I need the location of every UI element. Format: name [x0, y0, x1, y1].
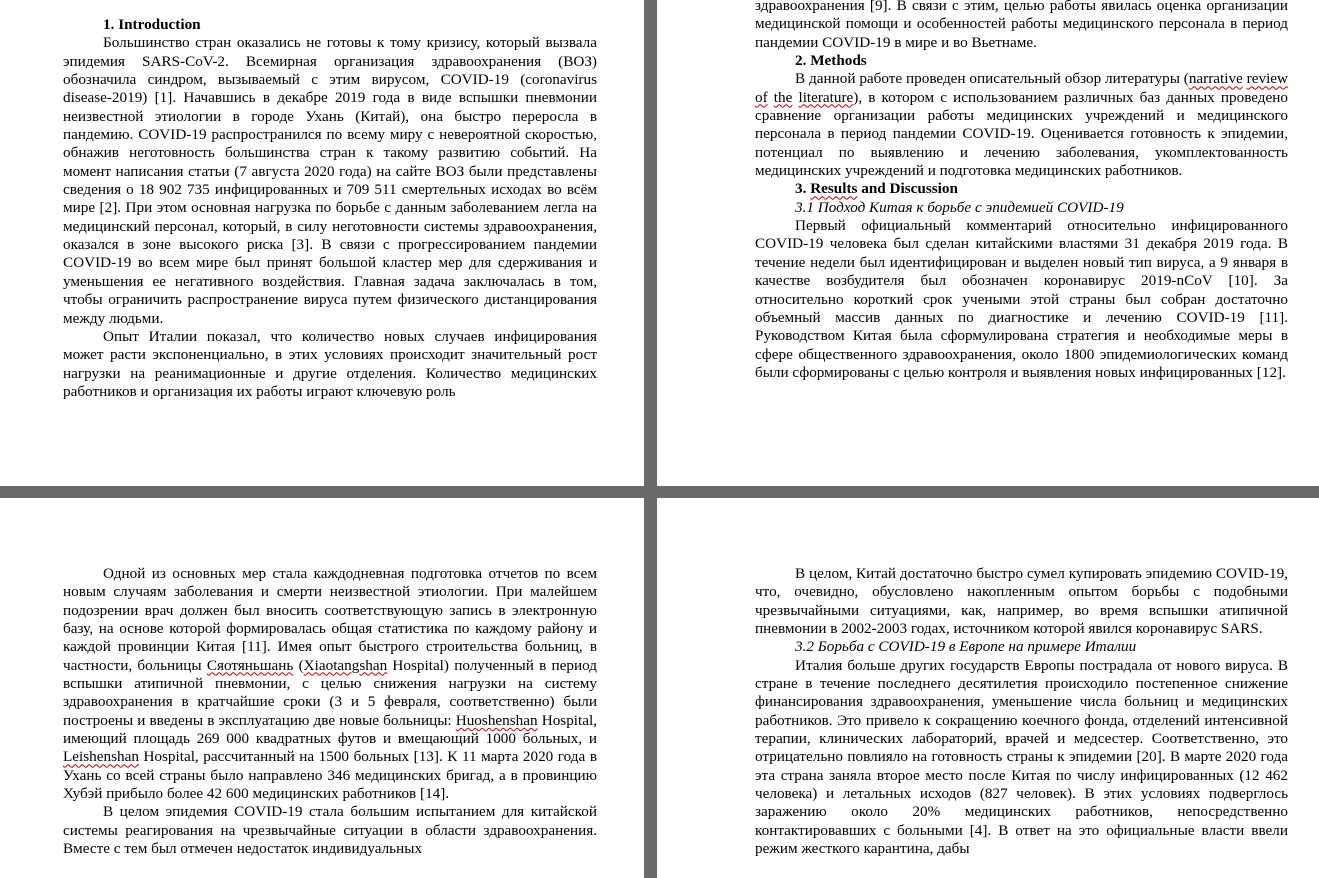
- spellcheck-word[interactable]: Xiaotangshan: [303, 656, 388, 674]
- spellcheck-word[interactable]: Results: [810, 180, 858, 198]
- section-heading-methods: 2. Methods: [795, 52, 867, 70]
- spellcheck-word[interactable]: literature: [798, 88, 854, 106]
- paragraph: [63, 565, 597, 803]
- text-column: [755, 565, 1288, 859]
- text-run: Одной из основных мер стала каждодневная подготовка отчетов по всем новым случаям заболевания и смерти неизвестной этиологии. При малейшем подозрении врач должен был вносить соответствующую запись в электронную базу, на основе которой формировалась общая статистика по каждому району и каждой провинции Китая [11]. Имея опыт быстрого строительства больниц, в частности, больницы: [63, 565, 597, 674]
- document-page-bottom-left[interactable]: [0, 498, 644, 878]
- paragraph: Италия больше других государств Европы пострадала от нового вируса. В стране в течение последнего десятилетия происходило постепенное снижение финансирования здравоохранения, уменьшение числа больниц и медицинских работников. Это привело к сокращению коечного фонда, отделений интенсивной терапии, клинических лабораторий, врачей и медсестер. Соответственно, это отрицательно повлияло на готовность страны к эпидемии [20]. В марте 2020 года эта страна заняла второе место после Китая по числу инфицированных (12 462 человека) и летальных исходов (827 человек). В этих условиях подверглось заражению около 20% медицинских работников, непосредственно контактировавших с больными [4]. В ответ на это официальные власти ввели режим жесткого карантина, дабы: [755, 656, 1288, 858]
- text-run: В данной работе проведен описательный обзор литературы (: [795, 70, 1189, 88]
- document-page-top-right[interactable]: [657, 0, 1319, 486]
- page-gutter-vertical: [644, 0, 657, 878]
- text-run: and Discussion: [857, 180, 958, 198]
- paragraph: Большинство стран оказались не готовы к тому кризису, который вызвала эпидемия SARS-CoV-2. Всемирная организация здравоохранения (ВОЗ) обозначила синдром, вызываемый с этим вирусом, COVID-19 (coronavirus disease-2019) [1]. Начавшись в декабре 2019 года в виде вспышки пневмонии неизвестной этиологии в городе Ухань (Китай), она быстро переросла в пандемию. COVID-19 распространился по всему миру с невероятной скоростью, обнажив неготовность большинства стран к такому развитию событий. На момент написания статьи (7 августа 2020 года) на сайте ВОЗ были представлены сведения о 18 902 735 инфицированных и 709 511 смертельных исходах во всём мире [2]. При этом основная нагрузка по борьбе с данным заболеванием легла на медицинский персонал, который, в силу неготовности системы здравоохранения, оказался в зоне высокого риска [3]. В связи с прогрессированием пандемии COVID-19 во всем мире был принят большой кластер мер для сдерживания и уменьшения ее негативного воздействия. Главная задача заключалась в том, чтобы ограничить распространение вируса путем физического дистанцирования между людьми.: [63, 34, 597, 327]
- text-column: [63, 16, 597, 401]
- paragraph: В целом эпидемия COVID-19 стала большим испытанием для китайской системы реагирования на чрезвычайные ситуации в области здравоохранения. Вместе с тем был отмечен недостаток индивидуальных: [63, 803, 597, 858]
- paragraph: [755, 70, 1288, 180]
- text-run: ), в котором с использованием различных баз данных проведено сравнение организации работы медицинских учреждений и медицинского персонала в период пандемии COVID-19. Оценивается готовность к эпидемии, потенциал по выявлению и лечению заболевания, укомплектованность медицинских учреждений и подготовка медицинских работников.: [755, 88, 1289, 180]
- text-column: [755, 0, 1288, 382]
- spellcheck-word[interactable]: Leishenshan: [63, 748, 139, 766]
- document-page-bottom-right[interactable]: [657, 498, 1319, 878]
- paragraph: В целом, Китай достаточно быстро сумел купировать эпидемию COVID-19, что, очевидно, обусловлено накопленным опытом борьбы с подобными чрезвычайными ситуациями, как, например, во время вспышки атипичной пневмонии в 2002-2003 годах, источником которой явился коронавирус SARS.: [755, 565, 1288, 638]
- paragraph: Первый официальный комментарий относительно инфицированного COVID-19 человека был сделан китайскими властями 31 декабря 2019 года. В течение недели был идентифицирован и выделен новый тип вируса, а 9 января в качестве возбудителя был обозначен коронавирус 2019-nCoV [10]. За относительно короткий срок учеными этой страны был собран достаточно объемный массив данных по диагностике и лечению COVID-19 [11]. Руководством Китая была сформулирована стратегия и необходимые меры в сфере общественного здравоохранения, около 1800 эпидемиологических команд были сформированы с целью контроля и выявления новых инфицированных [12].: [755, 217, 1288, 381]
- section-heading-introduction: 1. Introduction: [103, 16, 201, 33]
- spellcheck-word[interactable]: review: [1246, 70, 1288, 88]
- text-run: Hospital) полученный в период вспышки атипичной пневмонии, с целью снижения нагрузки на систему здравоохранения в кратчайшие сроки (3 и 5 февраля, соответственно) были построены и введены в эксплуатацию две новые больницы:: [63, 656, 598, 729]
- subsection-heading-china: 3.1 Подход Китая к борьбе с эпидемией COVID-19: [795, 198, 1124, 216]
- text-run: (: [293, 656, 304, 674]
- spellcheck-word[interactable]: of: [755, 88, 768, 106]
- document-page-top-left[interactable]: [0, 0, 644, 486]
- spellcheck-word[interactable]: the: [773, 88, 793, 106]
- page-gutter-horizontal: [0, 486, 1319, 498]
- spellcheck-word[interactable]: Huoshenshan: [455, 711, 538, 729]
- text-run: 3.: [795, 180, 811, 198]
- text-run: Hospital, имеющий площадь 269 000 квадратных футов и вмещающий 1000 больных, и: [63, 711, 597, 748]
- text-column: [63, 565, 597, 859]
- text-run: Hospital, рассчитанный на 1500 больных [13]. К 11 марта 2020 года в Ухань со всей страны было направлено 346 медицинских бригад, а в провинцию Хубэй прибыло более 42 600 медицинских работников [14].: [63, 748, 597, 803]
- section-heading-results: [755, 180, 1288, 198]
- subsection-heading-italy: 3.2 Борьба с COVID-19 в Европе на примере Италии: [795, 638, 1137, 656]
- spellcheck-word[interactable]: Сяотяньшань: [206, 656, 294, 674]
- paragraph: Опыт Италии показал, что количество новых случаев инфицирования может расти экспоненциально, в этих условиях происходит значительный рост нагрузки на реанимационные и другие отделения. Количество медицинских работников и организация их работы играют ключевую роль: [63, 327, 597, 400]
- paragraph-continuation: здравоохранения [9]. В связи с этим, целью работы явилась оценка организации медицинской помощи и особенностей работы медицинского персонала в период пандемии COVID-19 в мире и во Вьетнаме.: [755, 0, 1288, 51]
- spellcheck-word[interactable]: narrative: [1188, 70, 1243, 88]
